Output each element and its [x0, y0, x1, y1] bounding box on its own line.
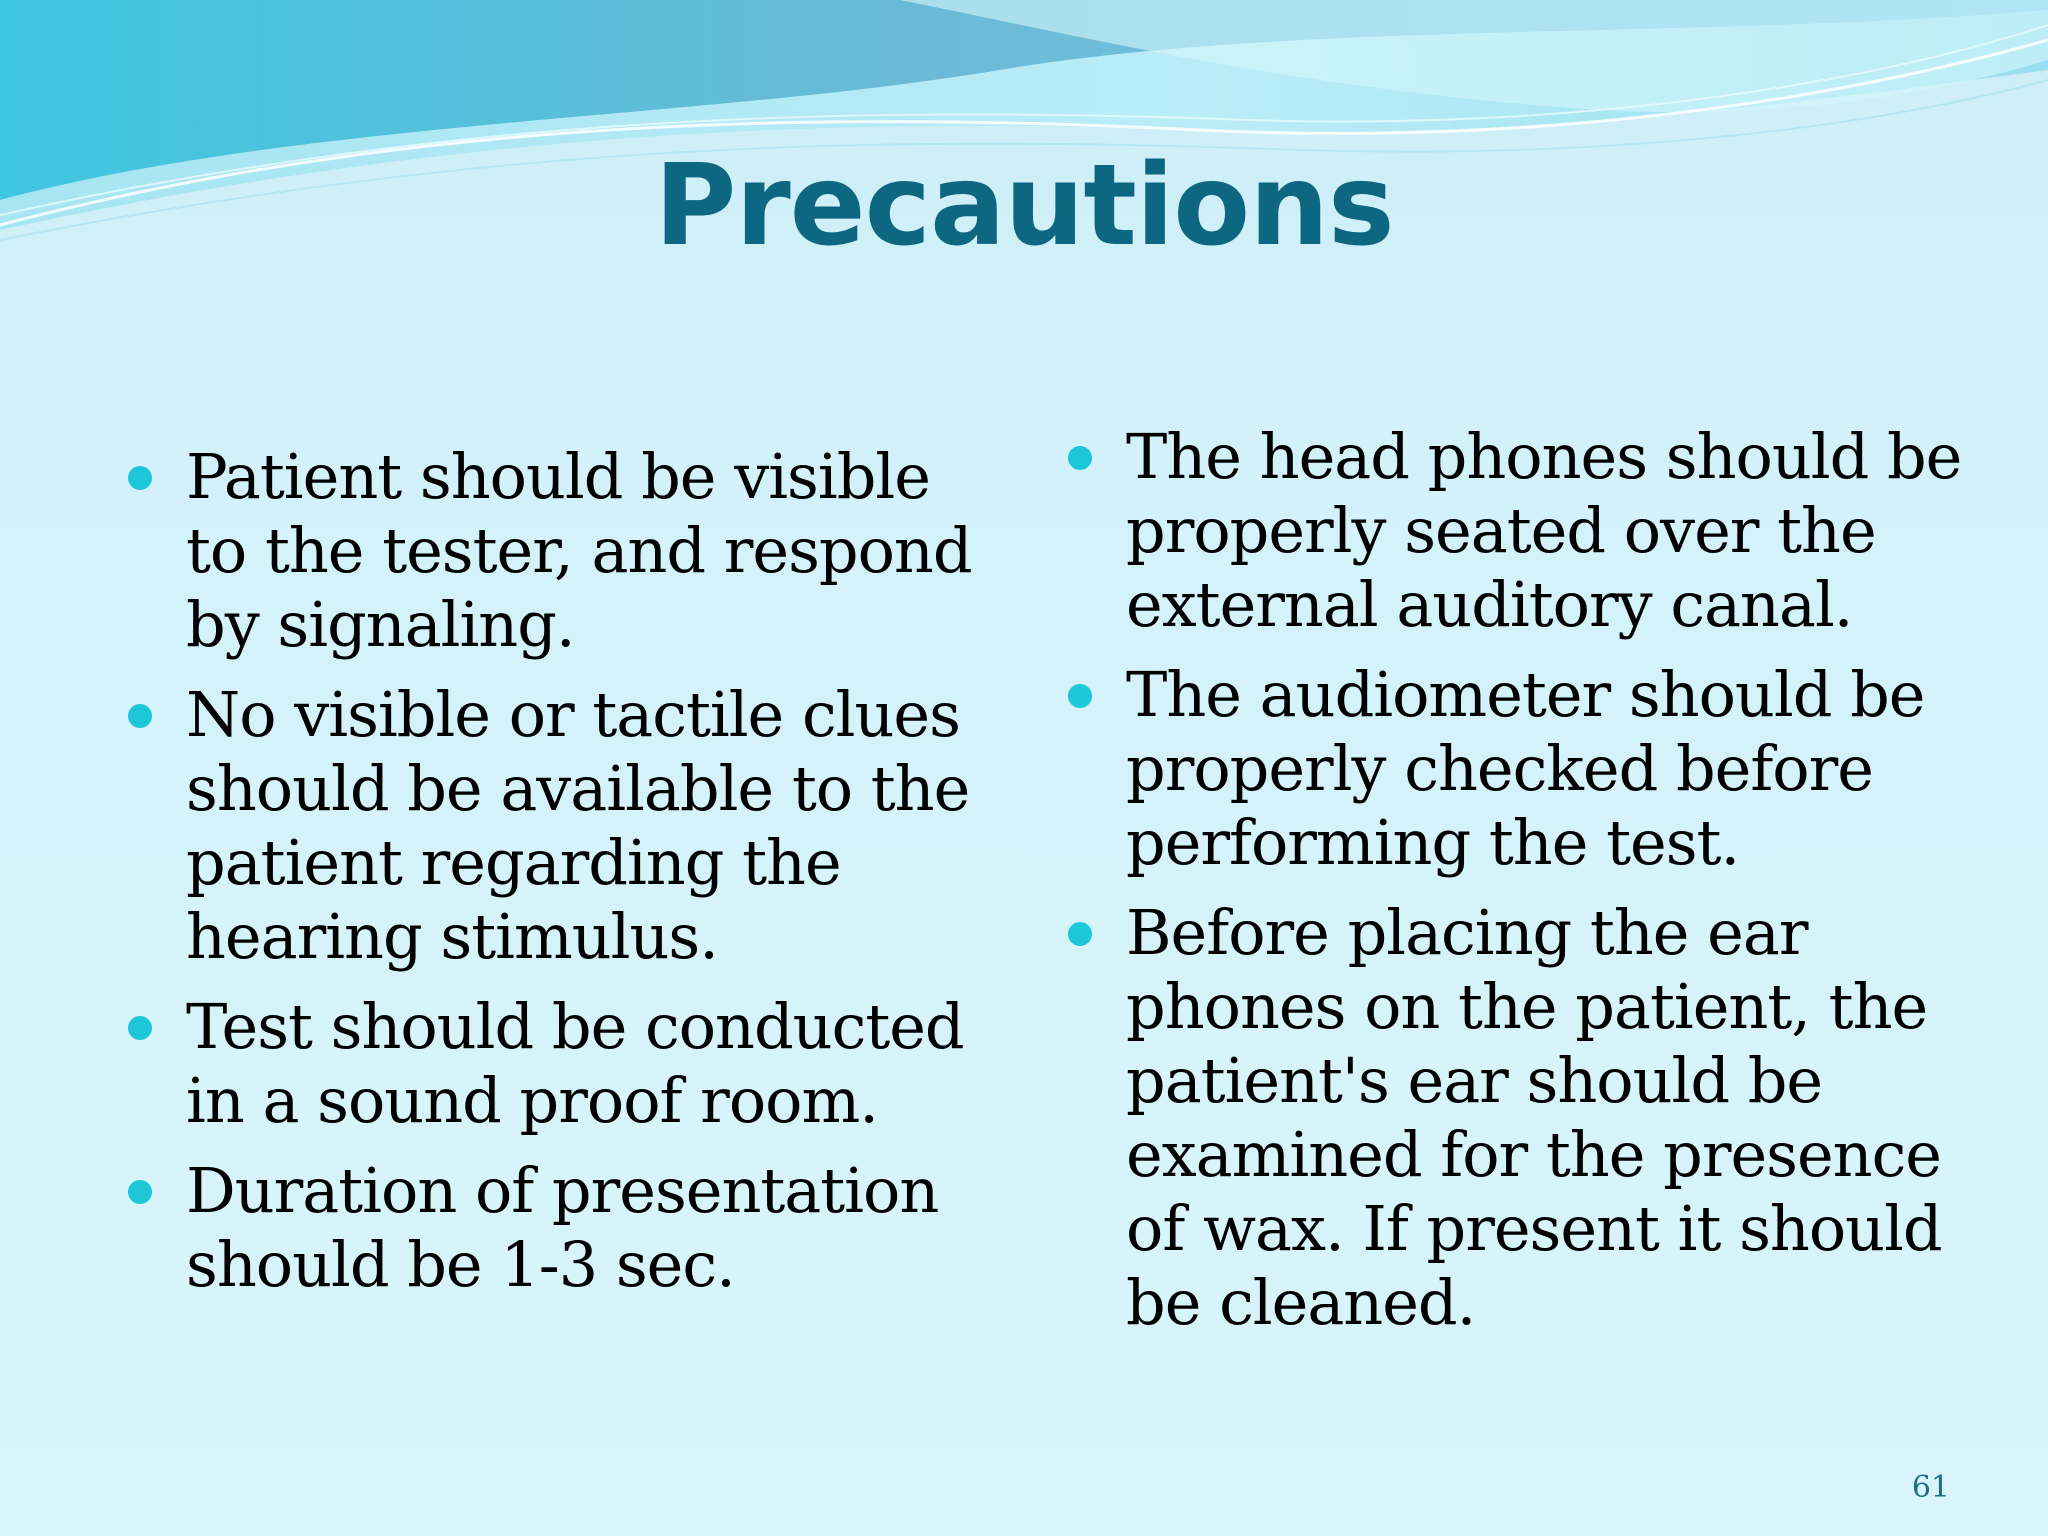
right-bullet-list — [1068, 420, 1988, 1356]
list-item — [128, 678, 988, 974]
bullet-text: Test should be conducted in a sound proof room. — [186, 990, 964, 1137]
list-item — [128, 440, 988, 662]
list-item — [1068, 896, 1988, 1340]
bullet-icon — [128, 1016, 152, 1040]
left-bullet-list — [128, 440, 988, 1318]
bullet-icon — [128, 704, 152, 728]
bullet-icon — [128, 1180, 152, 1204]
bullet-text: The audiometer should be properly checked before performing the test. — [1126, 658, 1925, 879]
bullet-icon — [1068, 446, 1092, 470]
list-item — [128, 1154, 988, 1302]
bullet-icon — [1068, 684, 1092, 708]
bullet-text: Before placing the ear phones on the patient, the patient's ear should be examined for the presence of wax. If present it should be cleaned. — [1126, 896, 1942, 1339]
list-item — [1068, 658, 1988, 880]
bullet-text: Duration of presentation should be 1-3 sec. — [186, 1154, 939, 1301]
bullet-text: No visible or tactile clues should be available to the patient regarding the hearing stimulus. — [186, 678, 970, 973]
list-item — [128, 990, 988, 1138]
bullet-text: The head phones should be properly seated over the external auditory canal. — [1126, 420, 1962, 641]
bullet-icon — [128, 466, 152, 490]
list-item — [1068, 420, 1988, 642]
slide-title: Precautions — [654, 141, 1394, 271]
bullet-text: Patient should be visible to the tester, and respond by signaling. — [186, 440, 972, 661]
bullet-icon — [1068, 922, 1092, 946]
page-number: 61 — [1911, 1470, 1950, 1505]
